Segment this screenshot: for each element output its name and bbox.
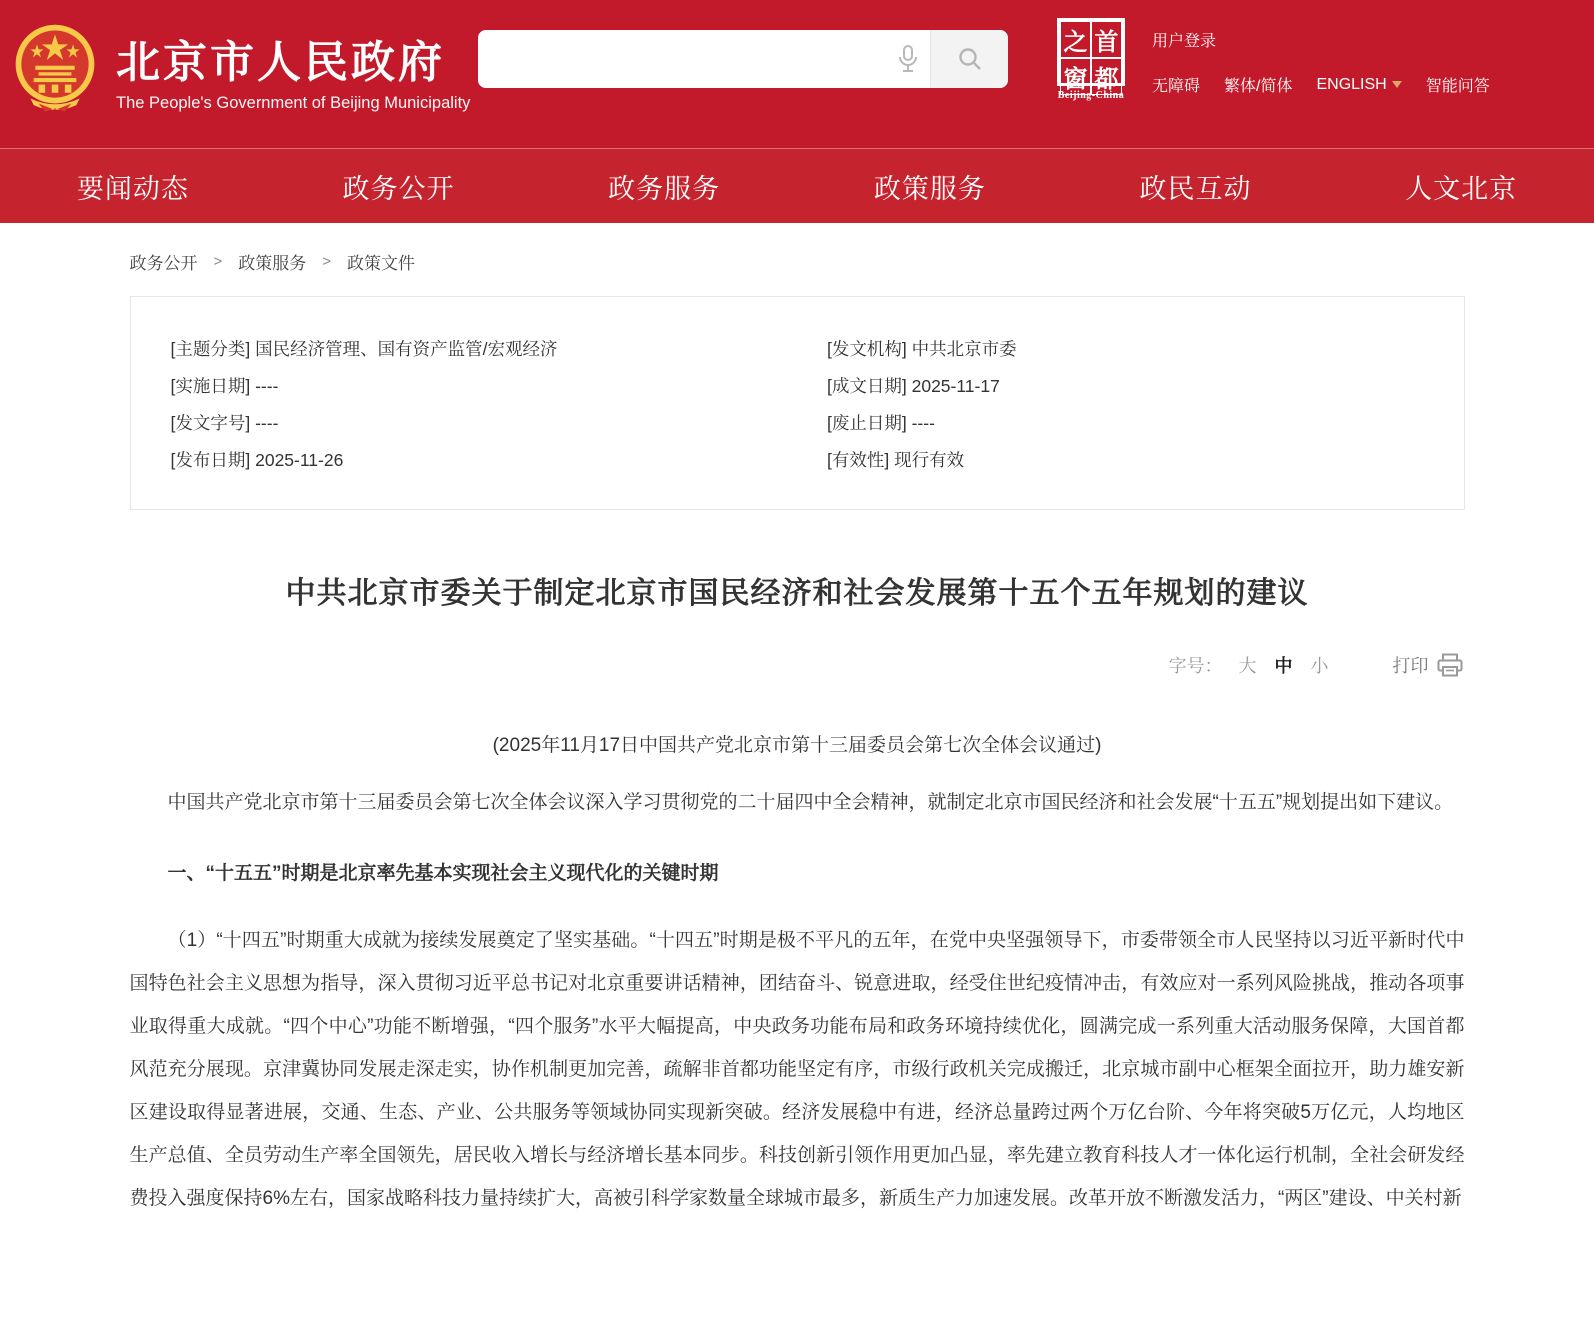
meta-topic-category [171, 331, 768, 368]
breadcrumb-separator: > [213, 253, 223, 270]
zh-variant-toggle[interactable]: 繁体/简体 [1224, 78, 1293, 95]
seal-char: 首 [1091, 21, 1122, 58]
meta-label: [主题分类] [170, 339, 251, 359]
meta-publish-date [171, 442, 768, 479]
user-login-link[interactable]: 用户登录 [1152, 33, 1217, 50]
meta-label: [有效性] [827, 450, 890, 470]
breadcrumb-item-policy-services[interactable]: 政策服务 [238, 254, 307, 273]
national-emblem-logo [14, 23, 96, 115]
microphone-icon [897, 44, 919, 74]
meta-document-number [171, 405, 768, 442]
meta-value: 2025-11-26 [255, 450, 344, 470]
search-input[interactable] [478, 30, 886, 88]
seal-char: 之 [1060, 21, 1091, 58]
seal-char: 窗 [1060, 58, 1091, 95]
meta-label: [发布日期] [170, 450, 251, 470]
search-submit-button[interactable] [930, 30, 1008, 88]
meta-value: 中共北京市委 [911, 339, 1017, 359]
meta-label: [发文机构] [827, 339, 907, 359]
nav-item-culture[interactable]: 人文北京 [1405, 173, 1518, 204]
document-subtitle: (2025年11月17日中国共产党北京市第十三届委员会第七次全体会议通过) [492, 735, 1102, 756]
meta-written-date [827, 368, 1424, 405]
site-subtitle: The People's Government of Beijing Municipality [116, 93, 471, 112]
print-label: 打印 [1392, 656, 1429, 676]
meta-issuing-agency [827, 331, 1424, 368]
font-size-medium-button[interactable]: 中 [1274, 656, 1293, 676]
nav-item-news[interactable]: 要闻动态 [76, 173, 189, 204]
meta-value: ---- [911, 413, 935, 433]
chevron-down-icon [1392, 81, 1402, 88]
meta-value: 现行有效 [894, 450, 965, 470]
meta-repeal-date [827, 405, 1424, 442]
capital-window-logo[interactable] [1055, 18, 1127, 101]
print-button[interactable] [1393, 652, 1463, 678]
nav-item-interaction[interactable]: 政民互动 [1139, 173, 1252, 204]
font-size-large-button[interactable]: 大 [1238, 656, 1257, 676]
paragraph-intro: 中国共产党北京市第十三届委员会第七次全体会议深入学习贯彻党的二十届四中全会精神，就制定北京市国民经济和社会发展“十五五”规划提出如下建议。 [167, 792, 1454, 813]
meta-label: [发文字号] [170, 413, 251, 433]
section-heading-1: 一、“十五五”时期是北京率先基本实现社会主义现代化的关键时期 [167, 863, 719, 884]
document-body [130, 781, 1465, 1220]
breadcrumb-item-policy-documents[interactable]: 政策文件 [347, 254, 416, 273]
capital-window-seal [1057, 18, 1125, 93]
search-box [478, 30, 1008, 88]
smart-qa-link[interactable]: 智能问答 [1425, 78, 1490, 95]
meta-label: [废止日期] [827, 413, 907, 433]
main-content [130, 249, 1465, 1220]
site-title: 北京市人民政府 [116, 38, 445, 88]
paragraph-1: （1）“十四五”时期重大成就为接续发展奠定了坚实基础。“十四五”时期是极不平凡的五年，在党中央坚强领导下，市委带领全市人民坚持以习近平新时代中国特色社会主义思想为指导，深入贯彻习近平总书记对北京重要讲话精神，团结奋斗、锐意进取，经受住世纪疫情冲击，有效应对一系列风险挑战，推动各项事业取得重大成就。“四个中心”功能不断增强，“四个服务”水平大幅提高，中央政务功能布局和政务环境持续优化，圆满完成一系列重大活动服务保障，大国首都风范充分展现。京津冀协同发展走深走实，协作机制更加完善，疏解非首都功能坚定有序，市级行政机关完成搬迁，北京城市副中心框架全面拉开，助力雄安新区建设取得显著进展，交通、生态、产业、公共服务等领域协同实现新突破。经济发展稳中有进，经济总量跨过两个万亿台阶、今年将突破5万亿元，人均地区生产总值、全员劳动生产率全国领先，居民收入增长与经济增长基本同步。科技创新引领作用更加凸显，率先建立教育科技人才一体化运行机制，全社会研发经费投入强度保持6%左右，国家战略科技力量持续扩大，高被引科学家数量全球城市最多，新质生产力加速发展。改革开放不断激发活力，“两区”建设、中关村新 [129, 930, 1465, 1209]
breadcrumb-separator: > [322, 253, 332, 270]
capital-window-caption: Beijing-China [1057, 90, 1125, 101]
meta-label: [成文日期] [827, 376, 907, 396]
site-header [0, 0, 1594, 148]
nav-item-policy-services[interactable]: 政策服务 [873, 173, 986, 204]
meta-implementation-date [171, 368, 768, 405]
accessibility-link[interactable]: 无障碍 [1152, 78, 1201, 95]
font-size-label: 字号： [1168, 656, 1223, 676]
seal-char: 都 [1091, 58, 1122, 95]
page-title: 中共北京市委关于制定北京市国民经济和社会发展第十五个五年规划的建议 [285, 577, 1309, 610]
meta-validity [827, 442, 1424, 479]
meta-value: 国民经济管理、国有资产监管/宏观经济 [255, 339, 558, 359]
printer-icon [1437, 653, 1463, 677]
language-dropdown-label: ENGLISH [1316, 75, 1387, 93]
nav-item-gov-services[interactable]: 政务服务 [608, 173, 721, 204]
header-utility-links [1152, 28, 1490, 96]
primary-nav [0, 148, 1594, 223]
meta-value: ---- [255, 376, 279, 396]
meta-value: ---- [255, 413, 279, 433]
breadcrumb [130, 249, 1465, 274]
document-meta-box [130, 296, 1465, 510]
article-tools [130, 652, 1465, 678]
nav-item-gov-affairs[interactable]: 政务公开 [342, 173, 455, 204]
breadcrumb-item-gov-affairs[interactable]: 政务公开 [129, 254, 198, 273]
voice-search-button[interactable] [886, 30, 930, 88]
font-size-small-button[interactable]: 小 [1310, 656, 1329, 676]
site-identity [116, 39, 470, 112]
meta-label: [实施日期] [170, 376, 251, 396]
language-dropdown[interactable] [1316, 76, 1401, 94]
meta-value: 2025-11-17 [911, 376, 1000, 396]
search-icon [957, 46, 983, 72]
